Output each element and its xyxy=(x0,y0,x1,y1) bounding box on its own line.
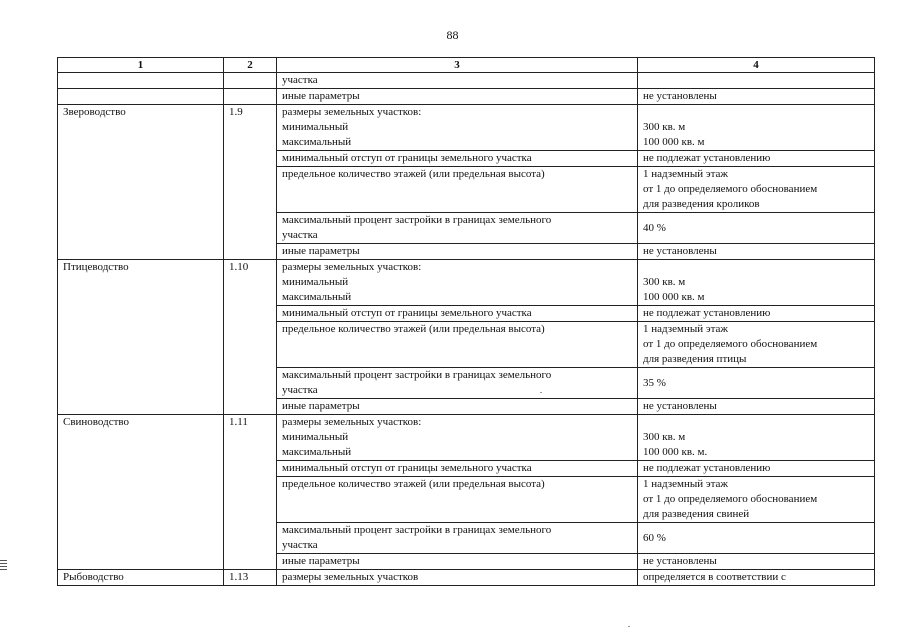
coverage-value: 35 % xyxy=(643,376,666,389)
size-max-value: 100 000 кв. м. xyxy=(643,446,708,458)
parameter-value: не установлены xyxy=(643,90,717,102)
activity-code: 1.10 xyxy=(229,261,249,273)
table-row xyxy=(58,105,875,151)
parameter-cell xyxy=(277,167,638,213)
code-cell xyxy=(224,89,277,105)
value-cell xyxy=(638,73,875,89)
value-cell xyxy=(638,461,875,477)
activity-name: Птицеводство xyxy=(63,261,129,273)
size-min-value: 300 кв. м xyxy=(643,121,686,133)
table-body xyxy=(58,73,875,586)
blank-line xyxy=(643,260,869,275)
size-title: размеры земельных участков xyxy=(282,571,419,583)
setback-value: не подлежат установлению xyxy=(643,152,771,164)
other-value: не установлены xyxy=(643,245,717,257)
floors-value: для разведения птицы xyxy=(643,353,747,365)
size-title: размеры земельных участков: xyxy=(282,106,422,118)
coverage-label: максимальный процент застройки в границах земельного xyxy=(282,369,552,381)
table-row xyxy=(58,415,875,461)
other-value: не установлены xyxy=(643,400,717,412)
parameter-cell xyxy=(277,306,638,322)
size-max-label: максимальный xyxy=(282,446,352,458)
size-max-value: 100 000 кв. м xyxy=(643,136,705,148)
size-min-label: минимальный xyxy=(282,121,349,133)
land-use-table xyxy=(57,57,875,586)
value-cell xyxy=(638,151,875,167)
coverage-value: 60 % xyxy=(643,531,666,544)
parameter-cell xyxy=(277,151,638,167)
setback-label: минимальный отступ от границы земельного участка xyxy=(282,152,532,164)
parameter-cell xyxy=(277,399,638,415)
table-row xyxy=(58,260,875,306)
value-cell xyxy=(638,244,875,260)
coverage-value: 40 % xyxy=(643,221,666,234)
value-cell xyxy=(638,415,875,461)
floors-value: 1 надземный этаж xyxy=(643,168,728,180)
parameter-cell xyxy=(277,260,638,306)
parameter-label: иные параметры xyxy=(282,90,360,102)
table-row xyxy=(58,73,875,89)
size-max-label: максимальный xyxy=(282,291,352,303)
value-cell xyxy=(638,399,875,415)
parameter-cell xyxy=(277,554,638,570)
activity-name: Свиноводство xyxy=(63,416,130,428)
floors-value: от 1 до определяемого обоснованием xyxy=(643,338,818,350)
scan-speck xyxy=(628,626,630,627)
blank-line xyxy=(643,105,869,120)
table-row xyxy=(58,570,875,586)
value-cell xyxy=(638,260,875,306)
other-label: иные параметры xyxy=(282,400,360,412)
size-title: размеры земельных участков: xyxy=(282,261,422,273)
value-cell xyxy=(638,554,875,570)
column-header-1: 1 xyxy=(58,58,224,73)
activity-code-cell xyxy=(224,105,277,260)
value-cell xyxy=(638,322,875,368)
blank-line xyxy=(643,415,869,430)
value-cell xyxy=(638,570,875,586)
floors-label: предельное количество этажей (или предельная высота) xyxy=(282,168,545,180)
activity-name: Рыбоводство xyxy=(63,571,124,583)
activity-cell xyxy=(58,73,224,89)
activity-cell xyxy=(58,89,224,105)
activity-code: 1.13 xyxy=(229,571,249,583)
coverage-label: участка xyxy=(282,229,318,241)
floors-value: от 1 до определяемого обоснованием xyxy=(643,493,818,505)
floors-value: от 1 до определяемого обоснованием xyxy=(643,183,818,195)
floors-value: 1 надземный этаж xyxy=(643,478,728,490)
table-row xyxy=(58,89,875,105)
activity-name-cell xyxy=(58,415,224,570)
parameter-cell xyxy=(277,322,638,368)
floors-value: для разведения кроликов xyxy=(643,198,760,210)
parameter-cell xyxy=(277,523,638,554)
size-title: размеры земельных участков: xyxy=(282,416,422,428)
value-cell xyxy=(638,167,875,213)
value-cell xyxy=(638,368,875,399)
parameter-cell xyxy=(277,570,638,586)
parameter-cell xyxy=(277,477,638,523)
value-cell xyxy=(638,306,875,322)
parameter-cell xyxy=(277,461,638,477)
size-min-value: 300 кв. м xyxy=(643,276,686,288)
activity-code: 1.11 xyxy=(229,416,248,428)
floors-value: 1 надземный этаж xyxy=(643,323,728,335)
size-min-value: 300 кв. м xyxy=(643,431,686,443)
column-header-2: 2 xyxy=(224,58,277,73)
parameter-cell xyxy=(277,89,638,105)
value-cell xyxy=(638,477,875,523)
activity-code: 1.9 xyxy=(229,106,243,118)
floors-value: для разведения свиней xyxy=(643,508,750,520)
column-header-4: 4 xyxy=(638,58,875,73)
size-min-label: минимальный xyxy=(282,431,349,443)
scan-speck xyxy=(540,392,542,393)
parameter-cell xyxy=(277,213,638,244)
other-label: иные параметры xyxy=(282,555,360,567)
activity-name-cell xyxy=(58,260,224,415)
activity-code-cell xyxy=(224,260,277,415)
parameter-cell xyxy=(277,415,638,461)
activity-code-cell xyxy=(224,415,277,570)
parameter-value: определяется в соответствии с xyxy=(643,571,786,583)
setback-value: не подлежат установлению xyxy=(643,462,771,474)
code-cell xyxy=(224,73,277,89)
coverage-label: максимальный процент застройки в границах земельного xyxy=(282,524,552,536)
value-cell xyxy=(638,105,875,151)
parameter-cell xyxy=(277,244,638,260)
floors-label: предельное количество этажей (или предельная высота) xyxy=(282,323,545,335)
parameter-cell xyxy=(277,368,638,399)
other-label: иные параметры xyxy=(282,245,360,257)
size-max-value: 100 000 кв. м xyxy=(643,291,705,303)
activity-name: Звероводство xyxy=(63,106,126,118)
binding-margin-mark xyxy=(0,560,7,572)
parameter-label: участка xyxy=(282,74,318,86)
other-value: не установлены xyxy=(643,555,717,567)
table-header-row xyxy=(58,58,875,73)
value-cell xyxy=(638,523,875,554)
parameter-cell xyxy=(277,105,638,151)
setback-label: минимальный отступ от границы земельного участка xyxy=(282,462,532,474)
coverage-label: участка xyxy=(282,539,318,551)
setback-label: минимальный отступ от границы земельного участка xyxy=(282,307,532,319)
value-cell xyxy=(638,89,875,105)
activity-name-cell xyxy=(58,570,224,586)
coverage-label: максимальный процент застройки в границах земельного xyxy=(282,214,552,226)
setback-value: не подлежат установлению xyxy=(643,307,771,319)
size-min-label: минимальный xyxy=(282,276,349,288)
coverage-label: участка xyxy=(282,384,318,396)
size-max-label: максимальный xyxy=(282,136,352,148)
activity-name-cell xyxy=(58,105,224,260)
activity-code-cell xyxy=(224,570,277,586)
column-header-3: 3 xyxy=(277,58,638,73)
floors-label: предельное количество этажей (или предельная высота) xyxy=(282,478,545,490)
value-cell xyxy=(638,213,875,244)
parameter-cell xyxy=(277,73,638,89)
page-number: 88 xyxy=(446,28,459,42)
